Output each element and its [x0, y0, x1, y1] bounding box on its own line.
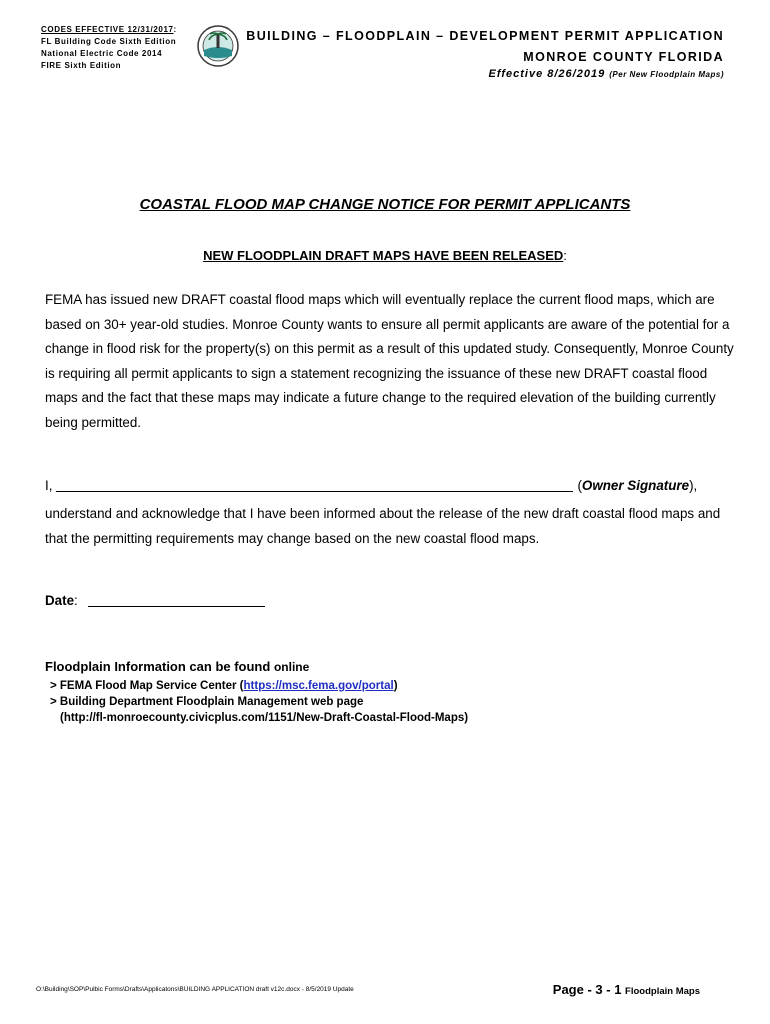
county-name: MONROE COUNTY FLORIDA: [523, 50, 724, 64]
notice-title: COASTAL FLOOD MAP CHANGE NOTICE FOR PERMIT APPLICANTS: [139, 196, 631, 213]
county-seal-icon: [196, 24, 240, 68]
footer-page-number: [553, 982, 700, 997]
floodplain-info-heading: [45, 659, 309, 674]
fema-suffix: ): [393, 680, 398, 692]
effective-label: Effective 8/26/2019: [488, 68, 606, 80]
application-title: BUILDING – FLOODPLAIN – DEVELOPMENT PERMIT APPLICATION: [246, 29, 724, 43]
date-field[interactable]: [88, 594, 265, 607]
effective-note: (Per New Floodplain Maps): [609, 70, 724, 79]
code-line-fire: FIRE Sixth Edition: [41, 61, 122, 70]
owner-signature-label: Owner Signature: [581, 478, 690, 493]
fema-prefix: > FEMA Flood Map Service Center (: [50, 680, 244, 692]
page-section: Floodplain Maps: [625, 986, 700, 997]
signature-line: [45, 478, 697, 493]
subheading-text: NEW FLOODPLAIN DRAFT MAPS HAVE BEEN RELEASED: [203, 248, 564, 263]
building-dept-line: > Building Department Floodplain Management web page: [50, 696, 364, 708]
date-colon: :: [74, 593, 78, 608]
fema-portal-link[interactable]: https://msc.fema.gov/portal: [243, 680, 394, 692]
date-label: Date: [45, 593, 75, 608]
signature-open-paren: (: [577, 478, 582, 493]
page-number: Page - 3 - 1: [552, 982, 622, 997]
date-line: [45, 593, 265, 608]
fema-line: [50, 678, 468, 694]
info-links: [50, 678, 468, 726]
code-line-electric: National Electric Code 2014: [41, 49, 163, 58]
info-heading-text: Floodplain Information can be found: [45, 659, 271, 674]
subheading-colon: :: [563, 248, 567, 263]
codes-block: [41, 24, 177, 72]
signature-prefix: I,: [45, 478, 53, 493]
footer-file-path: O:\Building\SOP\Pulbic Forms\Drafts\Applicatons\BUILDING APPLICATION draft v12c.docx - 8/5/2019 Update: [36, 986, 354, 993]
notice-body: FEMA has issued new DRAFT coastal flood maps which will eventually replace the current flood maps, which are based on 30+ year-old studies. Monroe County wants to ensure all permit applicants are aware of the potential for a change in flood risk for the property(s) on this permit as a result of this updated study. Consequently, Monroe County is requiring all permit applicants to sign a statement recognizing the issuance of these new DRAFT coastal flood maps and the fact that these maps may indicate a future change to the required elevation of the building currently being permitted.: [45, 292, 734, 430]
signature-close-paren: ),: [689, 478, 698, 493]
building-dept-url: (http://fl-monroecounty.civicplus.com/1151/New-Draft-Coastal-Flood-Maps): [60, 712, 469, 724]
info-online: online: [273, 660, 310, 674]
owner-signature-field[interactable]: [56, 479, 573, 492]
acknowledgement-text: understand and acknowledge that I have been informed about the release of the new draft coastal flood maps and that the permitting requirements may change based on the new coastal flood maps.: [45, 506, 721, 546]
codes-colon: :: [173, 25, 177, 34]
effective-date: [246, 68, 724, 80]
subheading: [0, 248, 770, 263]
code-line-building: FL Building Code Sixth Edition: [41, 37, 177, 46]
header-titles: [246, 28, 724, 80]
codes-effective: CODES EFFECTIVE 12/31/2017: [41, 25, 174, 34]
